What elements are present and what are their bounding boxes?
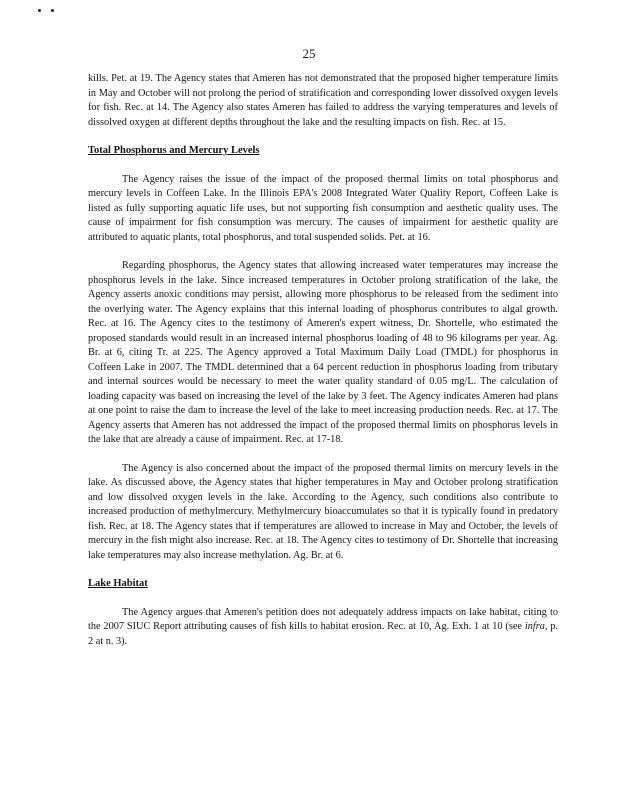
lake-habitat-paragraph (88, 606, 558, 650)
intro-paragraph: kills. Pet. at 19. The Agency states that Ameren has not demonstrated that the proposed higher temperature limits in May and October will not prolong the period of stratification and corresponding lower dissolved oxygen levels for fish. Rec. at 14. The Agency also states Ameren has failed to address the varying temperatures and levels of dissolved oxygen at different depths throughout the lake and the resulting impacts on fish. Rec. at 15. (88, 73, 558, 128)
lake-habitat-text-end: , p. 2 at n. 3). (88, 621, 558, 647)
document-body (88, 72, 558, 649)
phosphorus-paragraph-1: The Agency raises the issue of the impact of the proposed thermal limits on total phosphorus and mercury levels in Coffeen Lake. In the Illinois EPA's 2008 Integrated Water Quality Report, Coffeen Lake is listed as fully supporting aquatic life uses, but not supporting fish consumption and aesthetic quality uses. The cause of impairment for fish consumption was mercury. The causes of impairment for aesthetic quality are attributed to aquatic plants, total phosphorus, and total suspended solids. Pet. at 16. (88, 173, 558, 243)
section-heading-phosphorus-mercury: Total Phosphorus and Mercury Levels (88, 145, 260, 156)
lake-habitat-text-start: The Agency argues that Ameren's petition does not adequately address impacts on lake habitat, citing to the 2007 SIUC Report attributing causes of fish kills to habitat erosion. Rec. at 10, Ag. Exh. 1 at 10 (see (88, 606, 558, 632)
scan-artifact-marks (38, 9, 56, 13)
page-number: 25 (302, 46, 316, 61)
mercury-paragraph: The Agency is also concerned about the impact of the proposed thermal limits on mercury levels in the lake. As discussed above, the Agency states that higher temperatures in May and October prolong stratification and low dissolved oxygen levels in the lake. According to the Agency, such conditions also contribute to increased production of methylmercury. Methylmercury bioaccumulates so that it is typically found in predatory fish. Rec. at 18. The Agency states that if temperatures are allowed to increase in May and October, the levels of mercury in the fish might also increase. Rec. at 18. The Agency cites to testimony of Dr. Shortelle that increasing lake temperatures may also increase methylation. Ag. Br. at 6. (88, 462, 558, 561)
phosphorus-paragraph-2: Regarding phosphorus, the Agency states that allowing increased water temperatures may increase the phosphorus levels in the lake. Since increased temperatures in October prolong stratification of the lake, the Agency asserts anoxic conditions may persist, allowing more phosphorus to be released from the sediment into the overlying water. The Agency explains that this internal loading of phosphorus contributes to algal growth. Rec. at 16. The Agency cites to the testimony of Ameren's expert witness, Dr. Shortelle, who estimated the proposed standards would result in an increased internal phosphorus loading of 48 to 96 kilograms per year. Ag. Br. at 6, citing Tr. at 225. The Agency approved a Total Maximum Daily Load (TMDL) for phosphorus in Coffeen Lake in 2007. The TMDL determined that a 64 percent reduction in phosphorus loading from tributary and internal sources would be necessary to meet the water quality standard of 0.05 mg/L. The calculation of loading capacity was based on increasing the level of the lake by 3 feet. The Agency indicates Ameren had plans at one point to raise the dam to increase the level of the lake to meet increasing production needs. Rec. at 17. The Agency asserts that Ameren has not addressed the impact of the proposed thermal limits on phosphorus levels in the lake that are already a cause of impairment. Rec. at 17-18. (88, 260, 558, 445)
section-heading-lake-habitat: Lake Habitat (88, 578, 148, 589)
infra-citation: infra (524, 621, 545, 632)
